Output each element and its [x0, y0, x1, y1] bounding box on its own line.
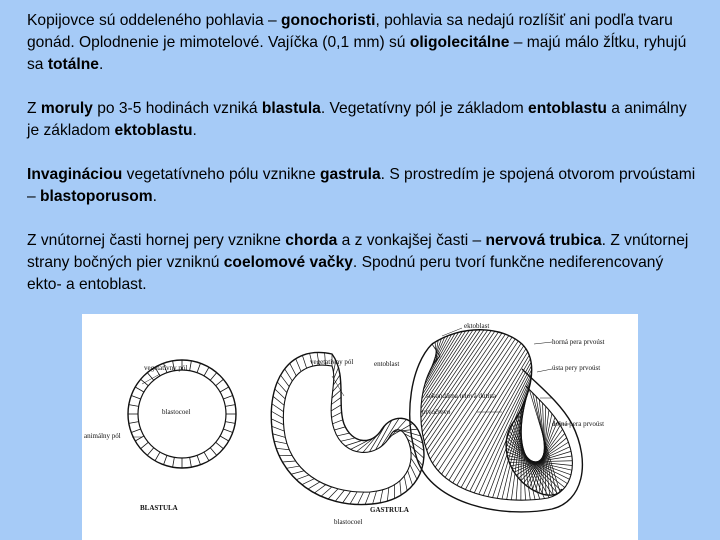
cell-wall	[210, 448, 216, 456]
text-run: .	[152, 188, 157, 205]
bold-term: gonochoristi	[281, 12, 376, 29]
cell-wall	[296, 475, 309, 480]
cell-wall	[331, 397, 341, 404]
cell-wall	[333, 420, 343, 424]
cell-wall	[197, 455, 200, 464]
text-run: Z	[27, 100, 41, 117]
cell-wall	[225, 422, 235, 424]
bold-term: blastoporusom	[40, 188, 153, 205]
cell-wall	[369, 425, 385, 452]
cell-wall	[373, 491, 377, 504]
text-run: .	[98, 56, 104, 73]
text-run: vegetatívneho pólu vznikne	[122, 166, 320, 183]
cell-wall	[341, 438, 356, 441]
cell-wall	[273, 396, 284, 405]
early-gastrula-drawing	[271, 352, 424, 504]
bold-term: gastrula	[319, 166, 381, 183]
label-ectoblast: ektoblast	[464, 322, 490, 330]
cell-wall	[387, 488, 389, 501]
cell-wall	[286, 466, 299, 468]
cell-wall	[190, 457, 192, 467]
cell-wall	[365, 492, 370, 504]
text-run: . Spodnú peru tvorí funkčne nediferencovaný ekto- a entoblast.	[27, 254, 664, 293]
cell-wall	[129, 405, 139, 407]
label-coelom: sekundárna telová dutina	[426, 392, 496, 400]
cell-wall	[204, 367, 209, 376]
cell-wall	[173, 457, 175, 467]
cell-wall	[331, 412, 341, 417]
cell-wall	[225, 405, 235, 407]
cell-wall	[350, 492, 357, 504]
paragraph-blastula	[27, 98, 697, 142]
cell-wall	[271, 411, 283, 418]
cell-wall	[291, 471, 304, 474]
label-archenteron: prvočrevo	[422, 408, 451, 416]
cell-wall	[135, 387, 144, 392]
cell-wall	[334, 427, 345, 430]
cell-wall	[321, 487, 332, 496]
paragraph-chorda	[27, 230, 697, 296]
cell-wall	[290, 363, 296, 375]
cell-wall	[380, 490, 383, 503]
cell-wall	[445, 349, 526, 478]
cell-wall	[488, 384, 530, 497]
cell-wall	[272, 426, 285, 431]
cell-wall	[274, 441, 287, 444]
label-blastopore: ústa pery prvoúst	[552, 364, 601, 372]
label-vegetative-pole-1: vegetatívny pól	[144, 364, 188, 372]
cell-wall	[190, 361, 192, 371]
bold-term: ektoblastu	[114, 122, 193, 139]
label-lower-lip: dolná pera prvoúst	[552, 420, 605, 428]
cell-wall	[296, 359, 301, 372]
cell-wall	[216, 379, 224, 385]
cell-wall	[438, 343, 521, 471]
text-run: .	[192, 122, 197, 139]
cell-wall	[276, 448, 289, 449]
text-run: – majú málo žĺtku, ryhujú sa	[27, 34, 687, 73]
cell-wall	[210, 373, 216, 381]
text-run: . S prostredím je spojená otvorom prvoústami –	[27, 166, 696, 205]
cell-wall	[423, 332, 463, 395]
cell-wall	[282, 461, 295, 462]
cell-wall	[273, 434, 286, 438]
bold-term: totálne	[47, 56, 99, 73]
text-run: a z vonkajšej časti –	[337, 232, 486, 249]
cell-wall	[197, 363, 200, 372]
cell-wall	[223, 396, 232, 399]
cell-wall	[277, 382, 287, 393]
label-upper-lip: horná pera prvoúst	[552, 338, 605, 346]
cell-wall	[308, 482, 320, 489]
cell-wall	[131, 396, 140, 399]
cell-wall	[129, 422, 139, 424]
paragraph-gonochorists	[27, 10, 697, 76]
label-blastocoel-2: blastocoel	[334, 518, 363, 526]
text-run: . Vegetatívny pól je základom	[320, 100, 529, 117]
bold-term: entoblastu	[528, 100, 607, 117]
bold-term: blastula	[261, 100, 321, 117]
bold-term: moruly	[40, 100, 93, 117]
cell-wall	[204, 452, 209, 461]
cell-wall	[155, 452, 160, 461]
cell-wall	[281, 375, 290, 386]
bold-term: coelomové vačky	[223, 254, 353, 271]
cell-wall	[216, 442, 224, 448]
cell-wall	[343, 491, 351, 503]
cell-wall	[357, 436, 377, 452]
cell-wall	[223, 429, 232, 432]
cell-wall	[147, 448, 153, 456]
text-run: po 3-5 hodinách vzniká	[92, 100, 262, 117]
cell-wall	[302, 479, 314, 485]
text-run: Kopijovce sú oddeleného pohlavia –	[27, 12, 282, 29]
bold-term: nervová trubica	[485, 232, 602, 249]
cell-wall	[302, 355, 306, 368]
cell-wall	[271, 419, 283, 425]
cell-wall	[331, 405, 341, 411]
cell-wall	[131, 429, 140, 432]
paragraph-gastrula	[27, 164, 697, 208]
text-run: Z vnútornej časti hornej pery vznikne	[27, 232, 286, 249]
label-entoblast: entoblast	[374, 360, 400, 368]
label-animal-pole: animálny pól	[84, 432, 121, 440]
cell-wall	[314, 485, 325, 493]
bold-term: chorda	[285, 232, 338, 249]
cell-wall	[328, 489, 338, 499]
cell-wall	[272, 404, 284, 412]
cell-wall	[337, 433, 349, 436]
bold-term: oligolecitálne	[409, 34, 510, 51]
bold-term: Invagináciou	[27, 166, 123, 183]
cell-wall	[141, 442, 149, 448]
label-blastocoel-1: blastocoel	[162, 408, 191, 416]
cell-wall	[220, 387, 229, 392]
cell-wall	[275, 389, 285, 399]
caption-blastula: BLASTULA	[140, 504, 178, 512]
cell-wall	[408, 471, 413, 486]
text-run: . Z vnútornej strany bočných pier vzniknú	[27, 232, 689, 271]
cell-wall	[335, 490, 344, 501]
cell-wall	[453, 355, 529, 483]
cell-wall	[381, 418, 399, 446]
text-run: a animálny je základom	[27, 100, 687, 139]
cell-wall	[285, 369, 293, 381]
cell-wall	[400, 481, 401, 495]
cell-wall	[404, 476, 407, 491]
cell-wall	[164, 455, 167, 464]
cell-wall	[358, 492, 364, 504]
slide-text	[27, 10, 697, 318]
cell-wall	[220, 436, 229, 441]
caption-gastrula: GASTRULA	[370, 506, 409, 514]
embryo-diagram	[82, 314, 638, 540]
cell-wall	[410, 465, 417, 480]
cell-wall	[422, 331, 491, 432]
label-vegetative-pole-2: vegetatívny pól	[310, 358, 354, 366]
cell-wall	[433, 339, 516, 463]
text-run: , pohlavia sa nedajú rozlíšiť ani podľa tvaru gonád. Oplodnenie je mimotelové. Vajíčka (0,1 mm) sú	[27, 12, 673, 51]
